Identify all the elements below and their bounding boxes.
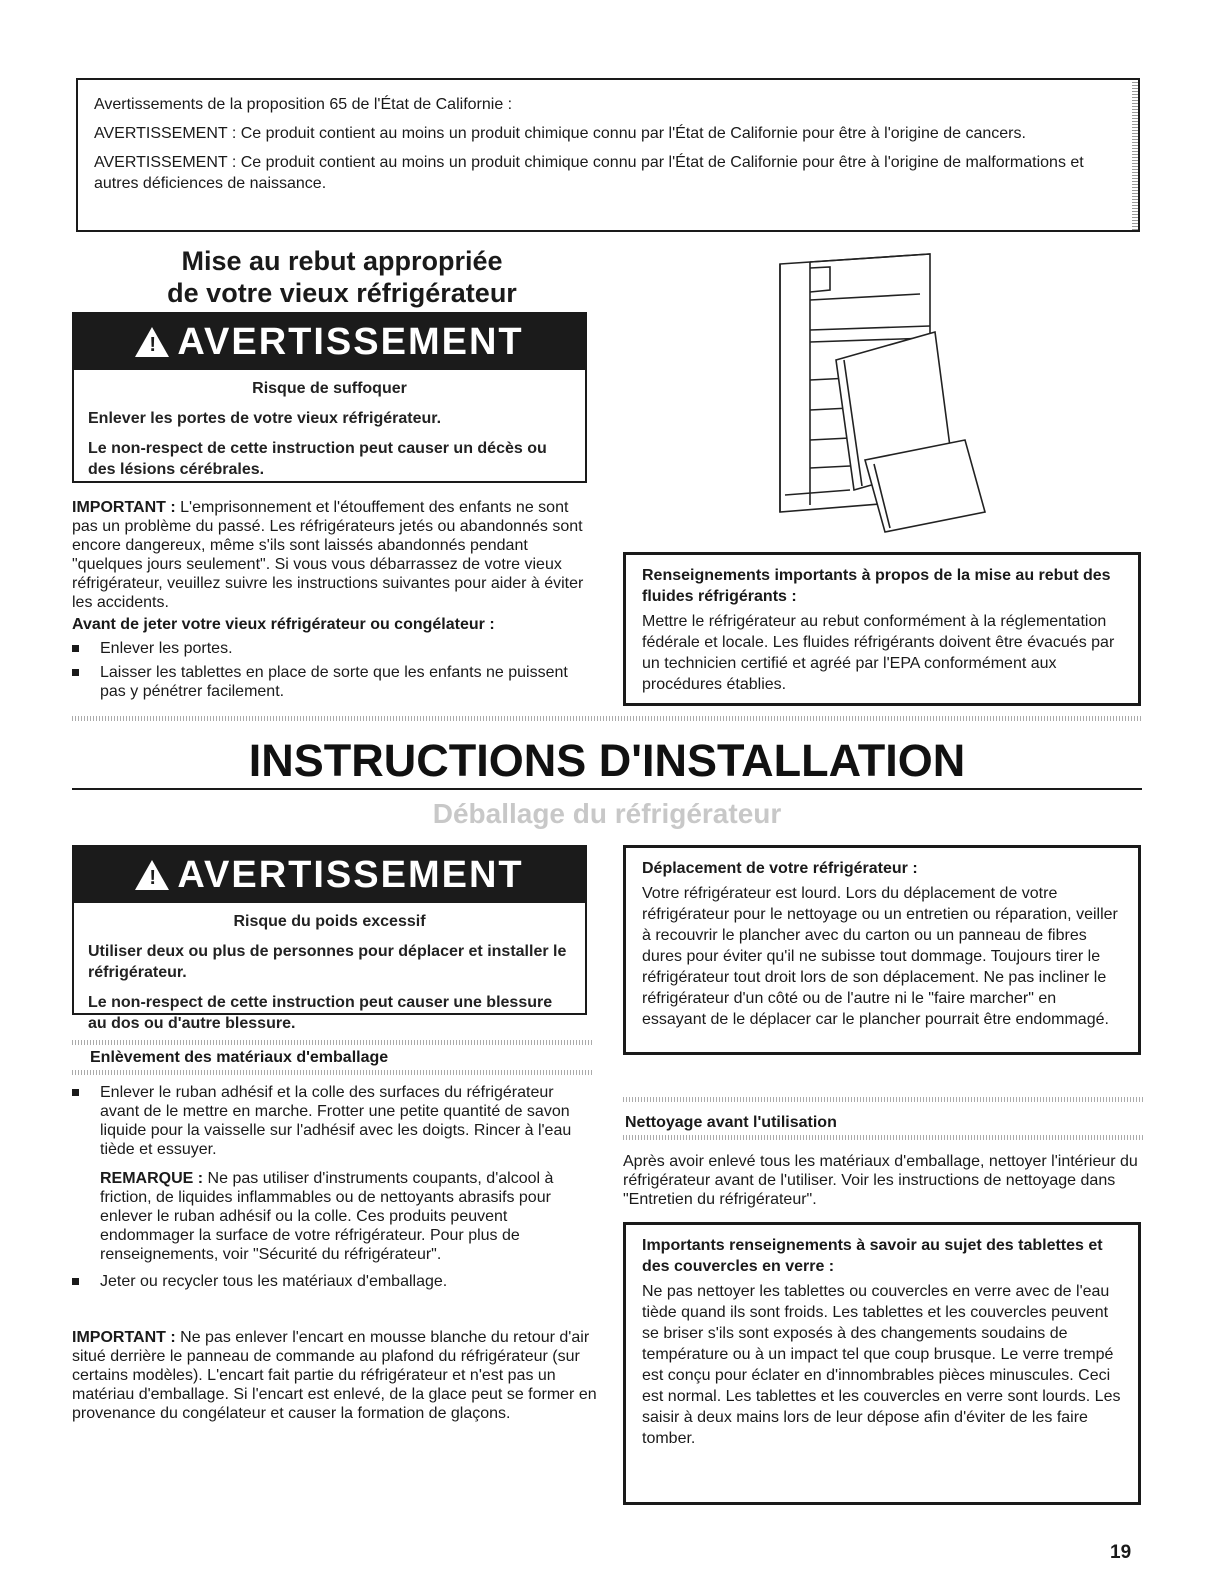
note-label: REMARQUE : xyxy=(100,1170,204,1187)
hazard-instruction: Enlever les portes de votre vieux réfrigérateur. xyxy=(88,410,442,427)
list-item: Laisser les tablettes en place de sorte que les enfants ne puissent pas y pénétrer facilement. xyxy=(72,663,592,701)
warning-banner-label: AVERTISSEMENT xyxy=(177,320,524,363)
subsection-rule xyxy=(623,1097,1143,1102)
hazard-instruction: Utiliser deux ou plus de personnes pour déplacer et installer le réfrigérateur. xyxy=(88,943,567,981)
note-paragraph xyxy=(100,1169,597,1264)
installation-title: INSTRUCTIONS D'INSTALLATION xyxy=(248,735,966,786)
subsection-rule xyxy=(72,1070,592,1075)
cleaning-text: Après avoir enlevé tous les matériaux d'emballage, nettoyer l'intérieur du réfrigérateur avant de l'utiliser. Voir les instructions de nettoyage dans "Entretien du réfrigérateur". xyxy=(623,1153,1138,1208)
prop65-title: Avertissements de la proposition 65 de l'État de Californie : xyxy=(94,96,513,113)
foam-insert-important-paragraph xyxy=(72,1328,597,1423)
disposal-title-line2: de votre vieux réfrigérateur xyxy=(167,278,517,308)
hazard-consequence: Le non-respect de cette instruction peut causer une blessure au dos ou d'autre blessure. xyxy=(88,994,553,1032)
fluids-heading: Renseignements importants à propos de la mise au rebut des fluides réfrigérants : xyxy=(642,567,1111,605)
refrigerant-fluids-info-box xyxy=(623,552,1141,706)
packing-bullet-text: Enlever le ruban adhésif et la colle des surfaces du réfrigérateur avant de le mettre en marche. Frotter une petite quantité de savon liquide pour la vaisselle sur l'adhésif avec les doigts. Rincer à l'eau tiède et essuyer. xyxy=(100,1084,572,1158)
packing-materials-heading: Enlèvement des matériaux d'emballage xyxy=(90,1049,389,1066)
moving-refrigerator-info-box xyxy=(623,845,1141,1055)
disposal-title xyxy=(72,245,612,309)
warning-banner-label: AVERTISSEMENT xyxy=(177,853,524,896)
warning-triangle-icon: ! xyxy=(135,327,169,357)
disposal-important-paragraph xyxy=(72,498,592,612)
refrigerator-doors-removed-illustration xyxy=(770,250,1010,540)
hazard-title: Risque de suffoquer xyxy=(252,380,407,397)
unpacking-subtitle: Déballage du réfrigérateur xyxy=(432,798,782,829)
glass-shelves-info-box xyxy=(623,1222,1141,1505)
warning-triangle-icon: ! xyxy=(135,860,169,890)
hazard-title: Risque du poids excessif xyxy=(233,913,426,930)
glass-heading: Importants renseignements à savoir au sujet des tablettes et des couvercles en verre : xyxy=(642,1237,1103,1275)
important-label: IMPORTANT : xyxy=(72,499,176,516)
list-item: Enlever les portes. xyxy=(72,639,592,658)
page-number: 19 xyxy=(1110,1542,1132,1563)
moving-text: Votre réfrigérateur est lourd. Lors du déplacement de votre réfrigérateur pour le nettoyage ou un entretien ou réparation, veiller à recouvrir le plancher avec du carton ou un panneau de fibres dures pour éviter qu'il ne subisse tout dommage. Toujours tirer le réfrigérateur tout droit lors de son déplacement. Ne pas incliner le réfrigérateur d'un côté ou de l'autre ni le "faire marcher" en essayant de le déplacer car le plancher pourrait être endommagé. xyxy=(642,885,1118,1028)
prop65-warning-birth: AVERTISSEMENT : Ce produit contient au moins un produit chimique connu par l'État de Californie pour être à l'origine de malformations et autres déficiences de naissance. xyxy=(94,154,1084,192)
cleaning-heading: Nettoyage avant l'utilisation xyxy=(625,1114,837,1131)
disposal-title-line1: Mise au rebut appropriée xyxy=(181,246,503,276)
moving-heading: Déplacement de votre réfrigérateur : xyxy=(642,860,918,877)
suffocation-warning-box xyxy=(72,312,587,483)
hazard-consequence: Le non-respect de cette instruction peut causer un décès ou des lésions cérébrales. xyxy=(88,440,547,478)
important-text: Ne pas enlever l'encart en mousse blanche du retour d'air situé derrière le panneau de commande au plafond du réfrigérateur (sur certains modèles). L'encart fait partie du réfrigérateur et n'est pas un matériau d'emballage. Si l'encart est enlevé, de la glace peut se former en provenance du congélateur et causer la formation de glaçons. xyxy=(72,1329,597,1422)
prop65-notice xyxy=(76,78,1140,232)
warning-banner xyxy=(74,314,585,370)
section-divider xyxy=(72,716,1142,721)
before-discard-heading: Avant de jeter votre vieux réfrigérateur ou congélateur : xyxy=(72,616,495,633)
prop65-warning-cancer: AVERTISSEMENT : Ce produit contient au moins un produit chimique connu par l'État de Californie pour être à l'origine de cancers. xyxy=(94,125,1026,142)
important-text: L'emprisonnement et l'étouffement des enfants ne sont pas un problème du passé. Les réfrigérateurs jetés ou abandonnés sont encore dangereux, même s'ils sont laissés abandonnés pendant "quelques jours seulement". Si vous vous débarrassez de votre vieux réfrigérateur, veuillez suivre les instructions suivantes pour aider à éviter les accidents. xyxy=(72,499,584,611)
list-item: Jeter ou recycler tous les matériaux d'emballage. xyxy=(72,1272,597,1291)
important-label: IMPORTANT : xyxy=(72,1329,176,1346)
glass-text: Ne pas nettoyer les tablettes ou couvercles en verre avec de l'eau tiède quand ils sont froids. Les tablettes et les couvercles peuvent se briser s'ils sont exposés à des changements soudains de température ou à un impact tel que coup brusque. Le verre trempé est conçu pour éclater en d'innombrables pièces minuscules. Ceci est normal. Les tablettes et les couvercles en verre sont lourds. Les saisir à deux mains lors de leur dépose afin d'éviter de les faire tomber. xyxy=(642,1283,1121,1447)
note-text: Ne pas utiliser d'instruments coupants, d'alcool à friction, de liquides inflammables ou de nettoyants abrasifs pour enlever le ruban adhésif ou la colle. Ces produits peuvent endommager la surface de votre réfrigérateur. Pour plus de renseignements, voir "Sécurité du réfrigérateur". xyxy=(100,1170,554,1263)
packing-bullet-list xyxy=(72,1083,597,1299)
fluids-text: Mettre le réfrigérateur au rebut conformément à la réglementation fédérale et locale. Les fluides réfrigérants doivent être évacués par un technicien certifié et agréé par l'EPA conformément aux procédures établies. xyxy=(642,613,1115,693)
subsection-rule xyxy=(623,1135,1143,1140)
list-item xyxy=(72,1083,597,1264)
weight-warning-box xyxy=(72,845,587,1032)
subsection-rule xyxy=(72,1040,592,1045)
decorative-stripe xyxy=(1132,80,1138,230)
warning-banner xyxy=(74,847,585,903)
discard-bullet-list xyxy=(72,639,592,706)
title-underline xyxy=(72,788,1142,790)
